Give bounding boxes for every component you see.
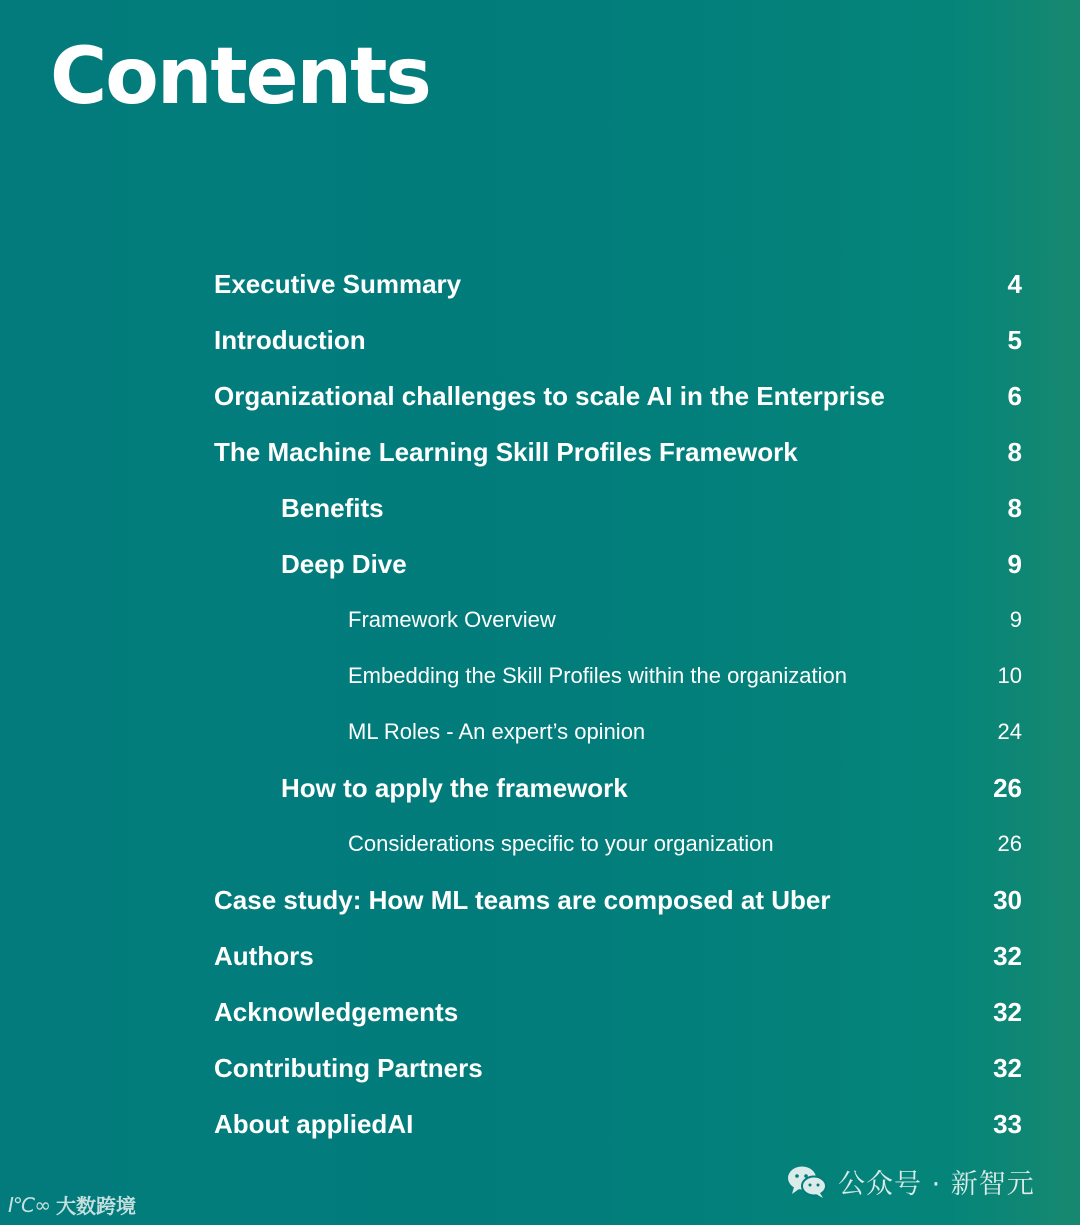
toc-entry-label: Executive Summary xyxy=(214,268,462,299)
toc-entry-page: 5 xyxy=(1007,324,1022,355)
toc-entry-label: Framework Overview xyxy=(348,607,556,632)
toc-entry-label: Considerations specific to your organization xyxy=(348,831,774,856)
toc-entry-page: 32 xyxy=(993,940,1022,971)
toc-entry-page: 32 xyxy=(993,996,1022,1027)
watermark-left-text: 大数跨境 xyxy=(56,1194,137,1218)
toc-entry-page: 32 xyxy=(993,1052,1022,1083)
watermark-right xyxy=(786,1162,1035,1201)
toc-entry-authors[interactable] xyxy=(214,928,1024,984)
toc-entry-label: Organizational challenges to scale AI in the Enterprise xyxy=(214,380,885,411)
toc-entry-label: Contributing Partners xyxy=(214,1052,483,1083)
toc-entry-label: The Machine Learning Skill Profiles Framework xyxy=(214,436,798,467)
watermark-right-text: 公众号 · 新智元 xyxy=(838,1169,1035,1200)
toc-entry-label: Acknowledgements xyxy=(214,996,459,1027)
toc-entry-introduction[interactable] xyxy=(214,312,1024,368)
wechat-icon xyxy=(786,1164,828,1200)
toc-entry-acknowledgements[interactable] xyxy=(214,984,1024,1040)
toc-entry-page: 33 xyxy=(993,1108,1022,1139)
toc-entry-embedding-skill-profiles[interactable] xyxy=(214,648,1024,704)
toc-entry-label: How to apply the framework xyxy=(281,772,628,803)
toc-entry-page: 10 xyxy=(997,663,1022,688)
toc-entry-label: About appliedAI xyxy=(214,1108,414,1139)
toc-entry-benefits[interactable] xyxy=(214,480,1024,536)
toc-entry-page: 26 xyxy=(993,772,1022,803)
toc-entry-label: Case study: How ML teams are composed at Uber xyxy=(214,884,831,915)
toc-entry-page: 24 xyxy=(997,719,1022,744)
toc-entry-deep-dive[interactable] xyxy=(214,536,1024,592)
toc-entry-executive-summary[interactable] xyxy=(214,256,1024,312)
toc-entry-page: 30 xyxy=(993,884,1022,915)
toc-entry-page: 8 xyxy=(1007,436,1022,467)
toc-entry-page: 9 xyxy=(1007,548,1022,579)
page-title: Contents xyxy=(50,32,430,122)
toc-entry-organizational-challenges[interactable] xyxy=(214,368,1024,424)
toc-entry-label: Deep Dive xyxy=(281,548,407,579)
toc-entry-label: ML Roles - An expert’s opinion xyxy=(348,719,646,744)
toc-entry-how-to-apply[interactable] xyxy=(214,760,1024,816)
toc-entry-page: 9 xyxy=(1009,607,1022,632)
toc-entry-framework-overview[interactable] xyxy=(214,592,1024,648)
toc-entry-page: 4 xyxy=(1007,268,1022,299)
toc-entry-considerations[interactable] xyxy=(214,816,1024,872)
toc-entry-label: Benefits xyxy=(281,492,384,523)
toc-entry-label: Introduction xyxy=(214,324,366,355)
toc-entry-label: Embedding the Skill Profiles within the organization xyxy=(348,663,847,688)
toc-entry-contributing-partners[interactable] xyxy=(214,1040,1024,1096)
toc-entry-about-appliedai[interactable] xyxy=(214,1096,1024,1152)
toc-entry-page: 26 xyxy=(997,831,1022,856)
table-of-contents xyxy=(214,256,1024,1152)
toc-entry-page: 6 xyxy=(1007,380,1022,411)
toc-entry-page: 8 xyxy=(1007,492,1022,523)
watermark-logo: Ⅰ℃∞ xyxy=(8,1192,51,1217)
watermark-left xyxy=(8,1190,136,1219)
toc-entry-case-study-uber[interactable] xyxy=(214,872,1024,928)
toc-entry-ml-skill-profiles-framework[interactable] xyxy=(214,424,1024,480)
toc-entry-label: Authors xyxy=(214,940,314,971)
toc-entry-ml-roles-expert-opinion[interactable] xyxy=(214,704,1024,760)
